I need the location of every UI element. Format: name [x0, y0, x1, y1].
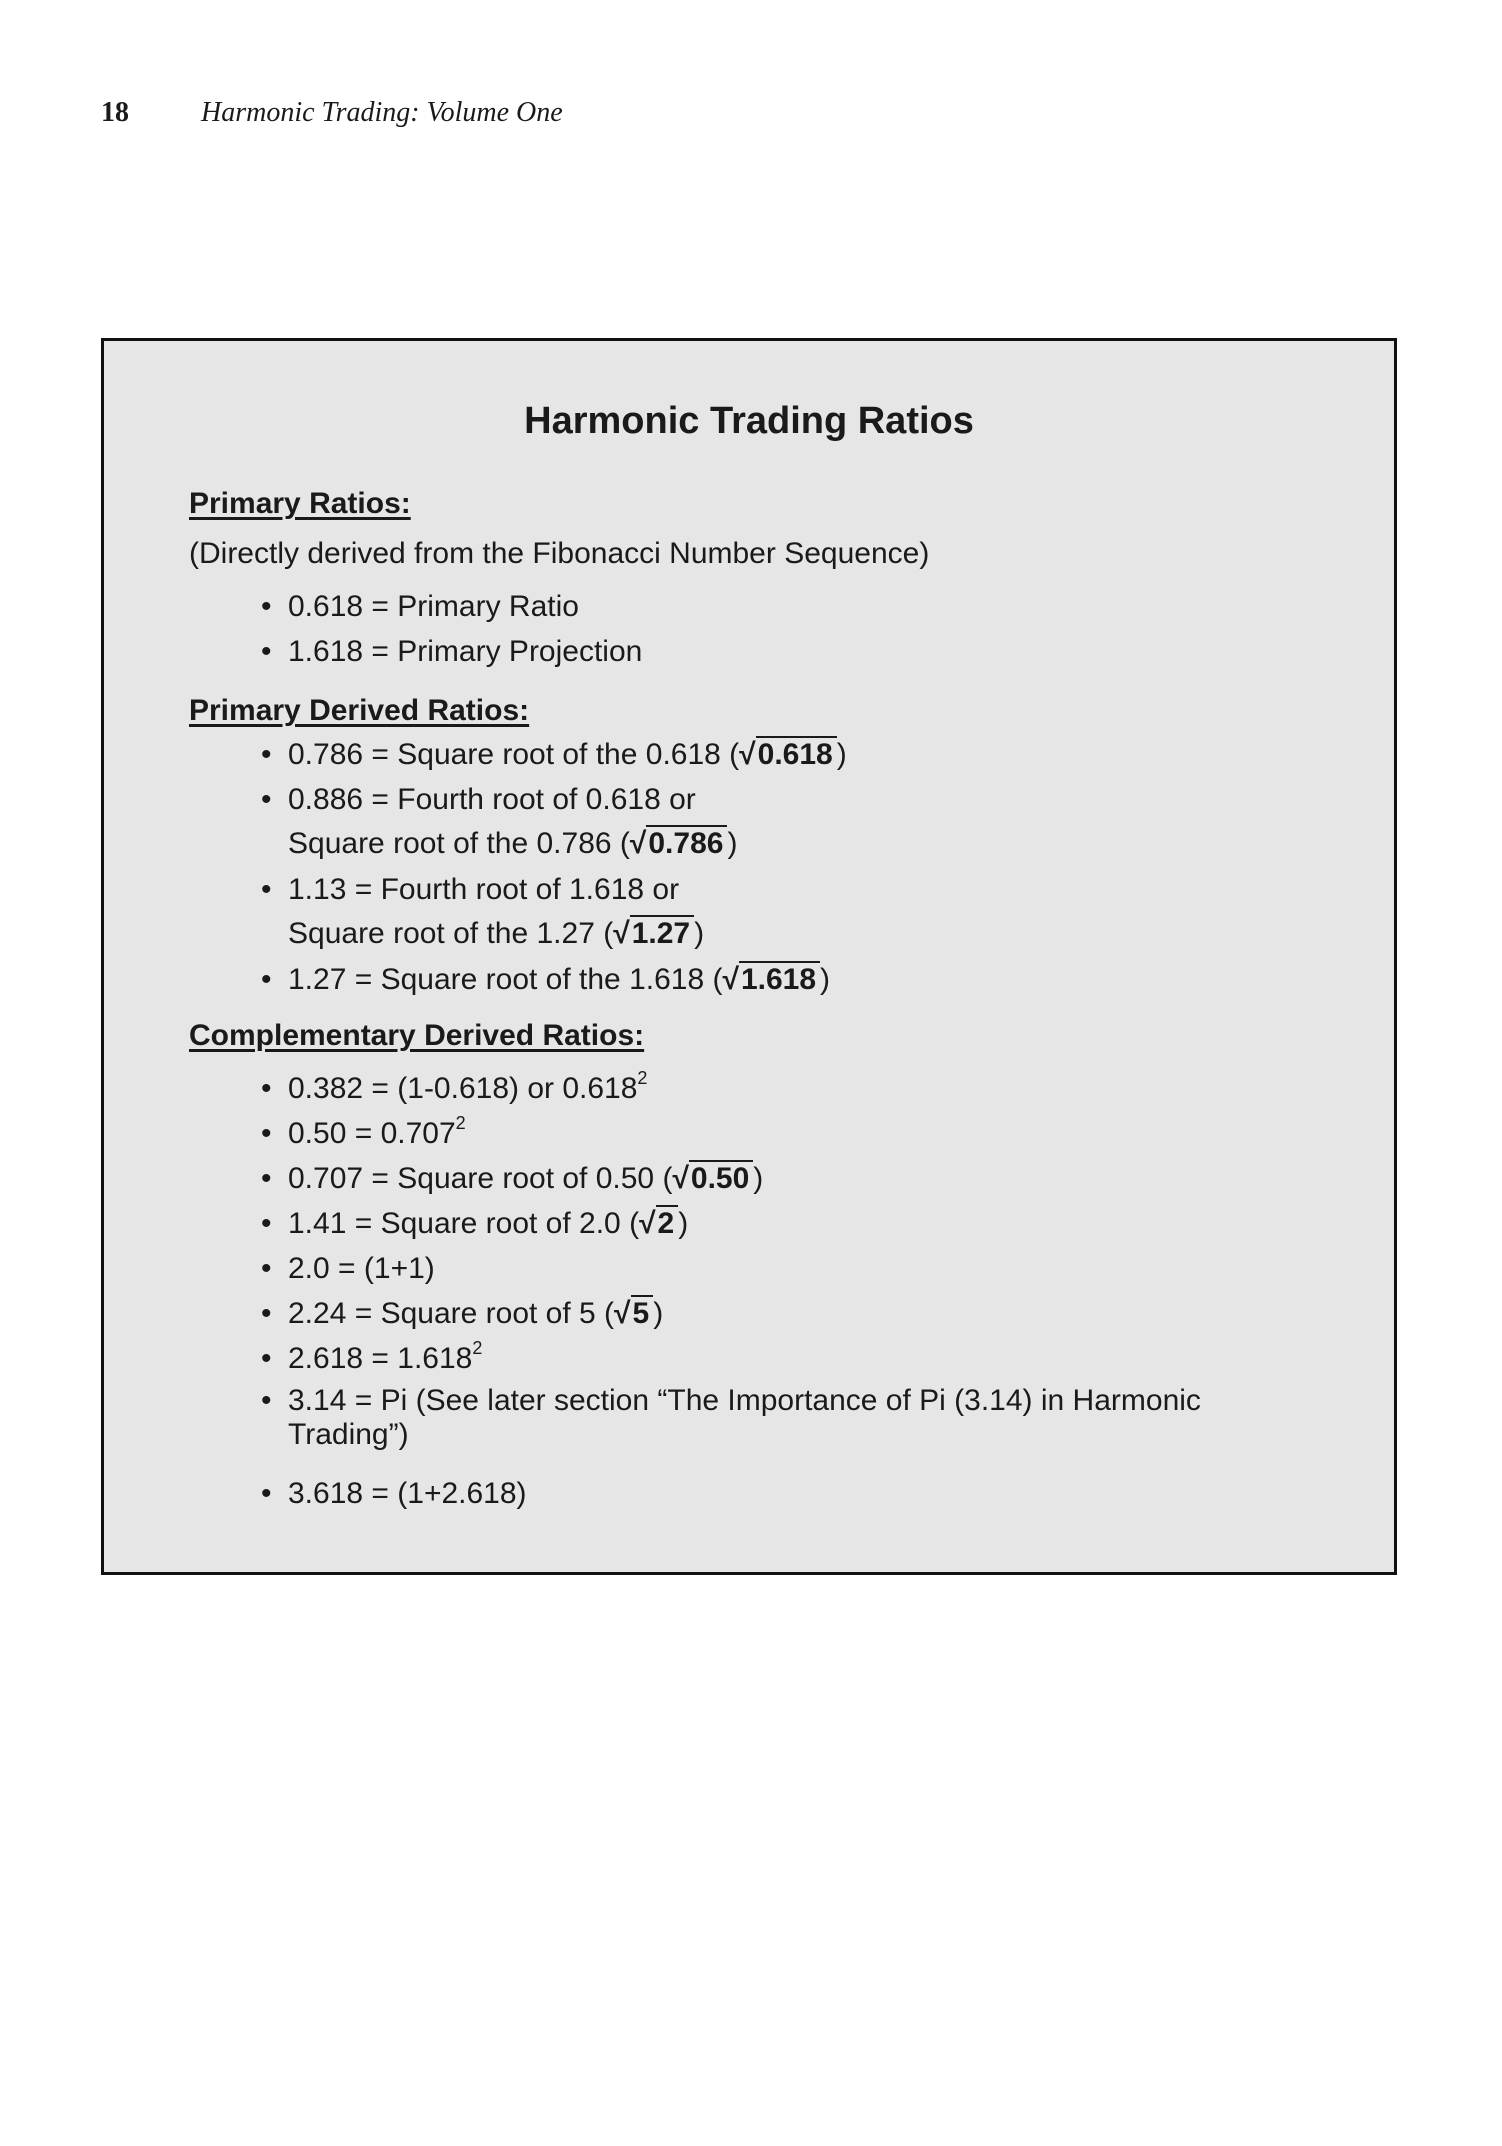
page-number: 18	[101, 97, 129, 128]
primary-ratios-heading: Primary Ratios:	[189, 487, 411, 520]
bullet: •	[261, 590, 272, 623]
bullet: •	[261, 635, 272, 668]
list-item: • 1.618 = Primary Projection	[261, 630, 1321, 674]
list-item: • 0.618 = Primary Ratio	[261, 585, 1321, 629]
bullet: •	[261, 1297, 272, 1330]
bullet: •	[261, 1342, 272, 1375]
bullet: •	[261, 963, 272, 996]
ratios-box	[101, 338, 1397, 1575]
square-root-expression: √2	[639, 1205, 678, 1240]
square-root-expression: √0.50	[672, 1160, 753, 1195]
square-root-expression: √1.618	[722, 961, 820, 996]
bullet: •	[261, 1384, 272, 1417]
list-item: • 3.618 = (1+2.618)	[261, 1472, 1321, 1516]
book-title: Harmonic Trading: Volume One	[201, 97, 563, 128]
list-item: • $0.50 = 0.707^2$	[261, 1112, 1321, 1156]
list-item: • 1.41 = Square root of 2.0 (√2 )	[261, 1202, 1321, 1246]
list-item: • 3.14 = Pi (See later section “The Importance of Pi (3.14) in Harmonic Trading”)	[261, 1384, 1201, 1451]
list-item: • 0.886 = Fourth root of 0.618 or Square root of the 0.786 (√0.786 )	[261, 778, 1321, 866]
primary-ratios-note: (Directly derived from the Fibonacci Number Sequence)	[189, 537, 930, 570]
bullet: •	[261, 738, 272, 771]
square-root-expression: √0.618	[739, 736, 837, 771]
list-item: • $2.618 = 1.618^2$	[261, 1337, 1321, 1381]
primary-derived-ratios-heading: Primary Derived Ratios:	[189, 694, 530, 727]
bullet: •	[261, 1072, 272, 1105]
square-root-expression: √0.786	[630, 825, 728, 860]
bullet: •	[261, 1162, 272, 1195]
list-item: • 0.382 = (1-0.618) or 0.618$^2$	[261, 1067, 1321, 1111]
square-root-expression: √1.27	[613, 915, 694, 950]
exponent: 2	[472, 1338, 483, 1358]
list-item: • 0.707 = Square root of 0.50 (√0.50 )	[261, 1157, 1321, 1201]
bullet: •	[261, 1117, 272, 1150]
bullet: •	[261, 1477, 272, 1510]
list-item: • 0.786 = Square root of the 0.618 (√0.618 )	[261, 733, 1321, 777]
list-item: • 1.13 = Fourth root of 1.618 or Square root of the 1.27 (√1.27 )	[261, 868, 1321, 956]
bullet: •	[261, 783, 272, 816]
complementary-derived-ratios-heading: Complementary Derived Ratios:	[189, 1019, 645, 1052]
list-item: • 1.27 = Square root of the 1.618 (√1.618 )	[261, 958, 1321, 1002]
box-title: Harmonic Trading Ratios	[524, 400, 974, 442]
bullet: •	[261, 873, 272, 906]
bullet: •	[261, 1207, 272, 1240]
list-item: • 2.0 = (1+1)	[261, 1247, 1321, 1291]
running-head	[101, 96, 563, 130]
bullet: •	[261, 1252, 272, 1285]
exponent: 2	[637, 1068, 648, 1088]
square-root-expression: √5	[614, 1295, 653, 1330]
exponent: 2	[455, 1113, 466, 1133]
list-item: • 2.24 = Square root of 5 (√5 )	[261, 1292, 1321, 1336]
